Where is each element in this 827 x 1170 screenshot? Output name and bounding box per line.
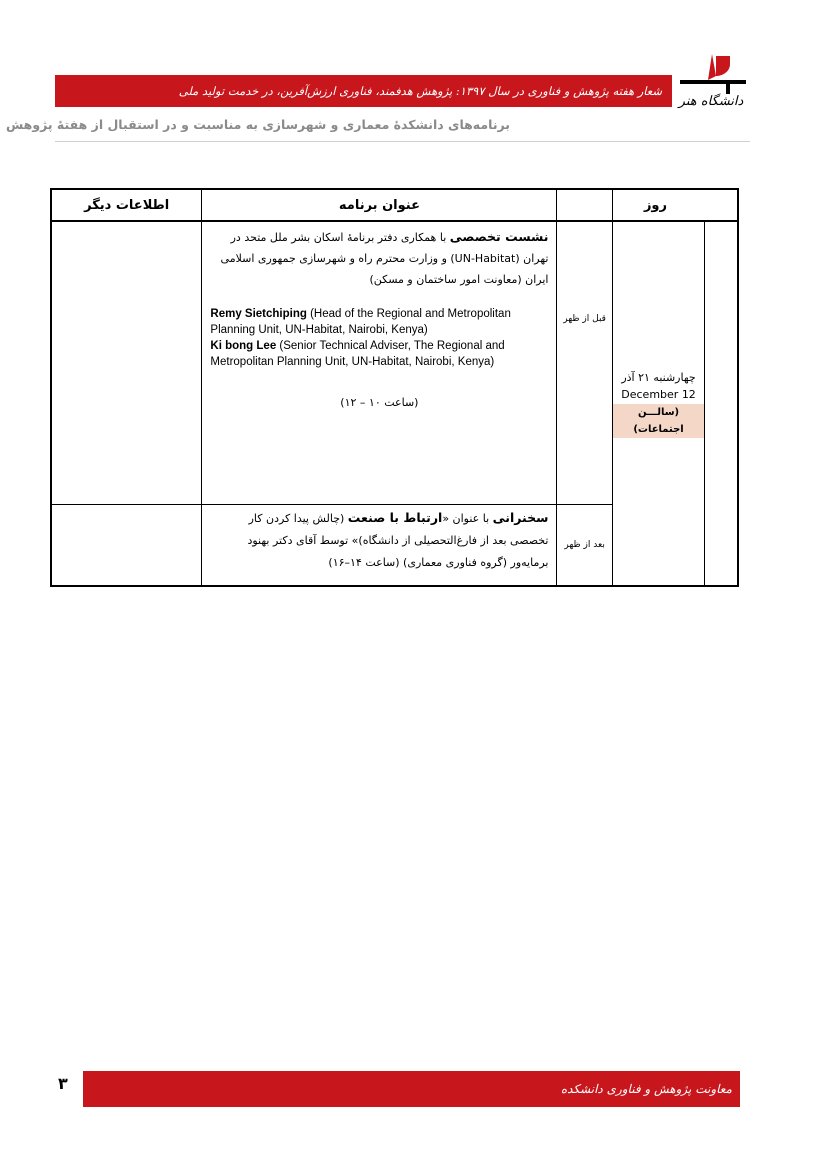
speaker-name: Remy Sietchiping — [210, 308, 307, 320]
info-cell — [51, 221, 202, 505]
slogan-banner — [55, 75, 672, 107]
program-table — [50, 188, 739, 587]
speaker-role: (Senior Technical Adviser, The Regional and Metropolitan Planning Unit, UN-Habitat, Nairobi, Kenya) — [210, 340, 505, 368]
page-number: ۳ — [58, 1074, 68, 1093]
footer-banner — [83, 1071, 740, 1107]
speaker-name: Ki bong Lee — [210, 340, 277, 352]
day-cell — [612, 221, 705, 586]
header-info: اطلاعات دیگر — [51, 189, 202, 221]
header-divider — [55, 141, 750, 142]
day-date: چهارشنبه ۲۱ آذر — [621, 371, 696, 384]
table-row — [51, 221, 738, 505]
speaker-item — [210, 306, 548, 338]
program-topic: ارتباط با صنعت — [347, 510, 443, 525]
title-cell — [202, 221, 557, 505]
header-title: عنوان برنامه — [202, 189, 557, 221]
program-type: نشست تخصصی — [449, 229, 549, 244]
row-marker-cell — [705, 221, 738, 586]
program-detail-prefix: با عنوان « — [442, 512, 493, 525]
program-description — [210, 226, 548, 290]
header-day: روز — [612, 189, 738, 221]
program-type: سخنرانی — [492, 510, 549, 525]
speakers-list — [210, 306, 548, 370]
table-header-row — [51, 189, 738, 221]
speaker-role: (Head of the Regional and Metropolitan Planning Unit, UN-Habitat, Nairobi, Kenya) — [210, 308, 511, 336]
time-cell: بعد از ظهر — [557, 505, 612, 587]
day-date-en: 12 December — [621, 388, 696, 401]
logo-text: دانشگاه هنر — [678, 94, 744, 109]
speaker-item — [210, 338, 548, 370]
slogan-text: شعار هفته پژوهش و فناوری در سال ۱۳۹۷: پژوهش هدفمند، فناوری ارزش‌آفرین، در خدمت تولید ملی — [178, 84, 662, 98]
program-hours: (ساعت ۱۰ – ۱۲) — [340, 396, 419, 409]
title-cell — [202, 505, 557, 587]
program-detail: (چالش پیدا کردن کار تخصصی بعد از فارغ‌التحصیلی از دانشگاه)» توسط آقای دکتر بهنود برمایه‌ور (گروه فناوری معماری) (ساعت ۱۴–۱۶) — [247, 512, 549, 569]
venue-badge: (سالـــن اجتماعات) — [613, 404, 705, 438]
program-detail: با همکاری دفتر برنامهٔ اسکان بشر ملل متحد در تهران (UN-Habitat) و وزارت محترم راه و شهرسازی جمهوری اسلامی ایران (معاونت امور ساختمان و مسکن) — [220, 231, 549, 286]
page-subtitle: برنامه‌های دانشکدهٔ معماری و شهرسازی به مناسبت و در استقبال از هفتهٔ پژوهش — [6, 117, 510, 132]
time-cell: قبل از ظهر — [557, 221, 612, 505]
logo-emblem-icon — [672, 50, 750, 98]
header-time — [557, 189, 612, 221]
university-logo — [672, 50, 750, 122]
footer-text: معاونت پژوهش و فناوری دانشکده — [560, 1082, 732, 1096]
info-cell — [51, 505, 202, 587]
